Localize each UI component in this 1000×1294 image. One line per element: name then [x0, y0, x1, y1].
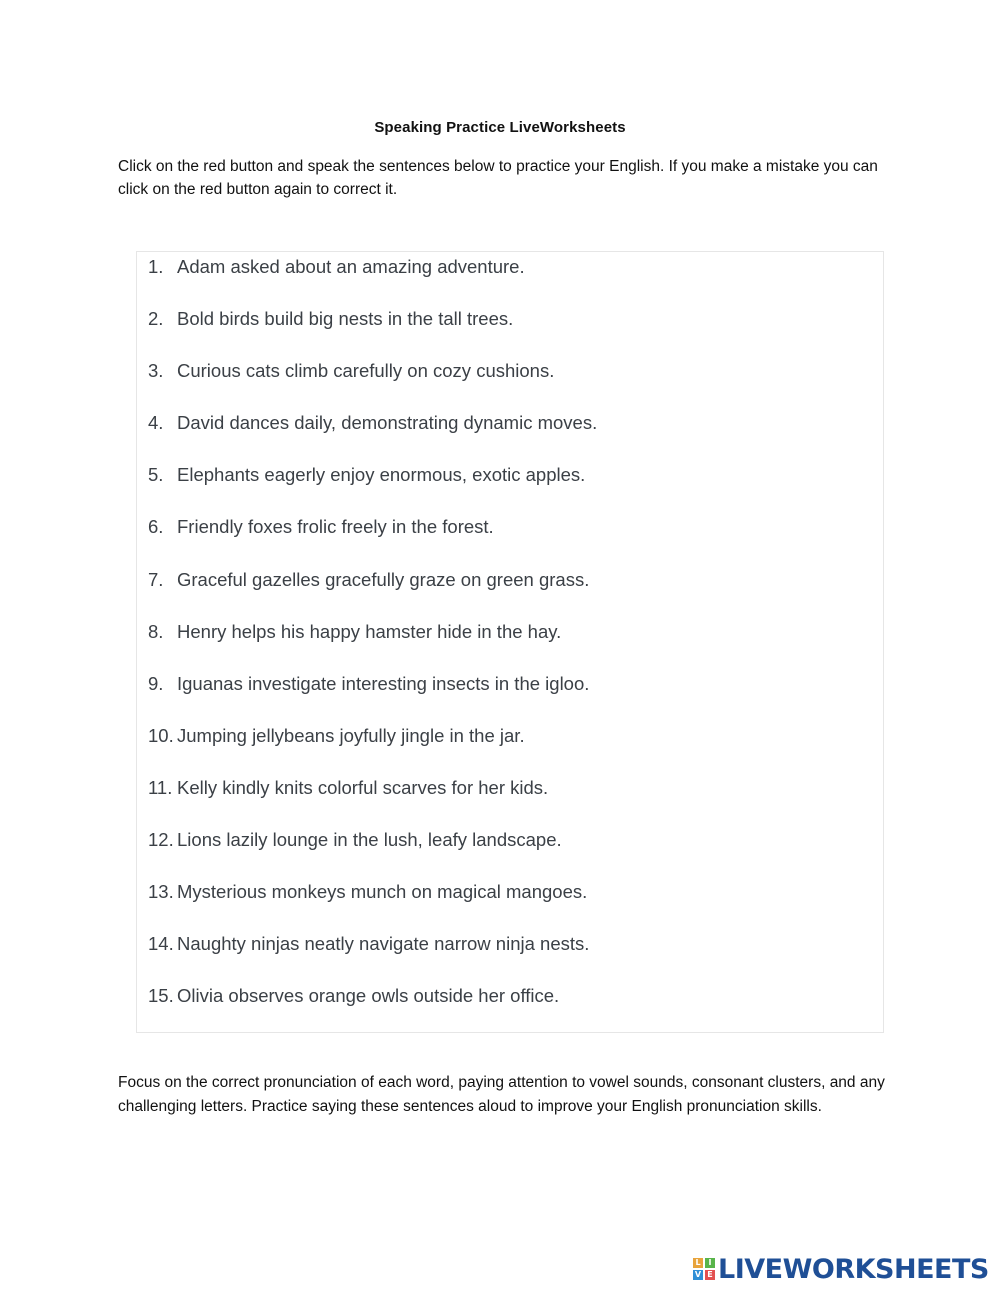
- list-item: [148, 723, 597, 775]
- item-sentence: Iguanas investigate interesting insects in the igloo.: [177, 672, 590, 694]
- list-item: [148, 671, 597, 723]
- item-number: 15.: [148, 985, 174, 1007]
- logo-mark-letter: I: [705, 1258, 715, 1268]
- sentence-list-box: [136, 251, 884, 1033]
- list-item: [148, 983, 597, 1035]
- item-number: 8.: [148, 620, 164, 642]
- item-number: 5.: [148, 464, 164, 486]
- item-sentence: Curious cats climb carefully on cozy cushions.: [177, 360, 555, 382]
- list-item: [148, 462, 597, 514]
- item-sentence: Olivia observes orange owls outside her office.: [177, 985, 560, 1007]
- focus-note-text: Focus on the correct pronunciation of each word, paying attention to vowel sounds, consonant clusters, and any challenging letters. Practice saying these sentences aloud to improve your English pronunciation skills.: [118, 1074, 885, 1115]
- list-item: [148, 514, 597, 566]
- item-number: 3.: [148, 360, 164, 382]
- item-sentence: Adam asked about an amazing adventure.: [177, 256, 525, 277]
- list-item: [148, 410, 597, 462]
- item-sentence: Graceful gazelles gracefully graze on green grass.: [177, 568, 590, 590]
- item-number: 14.: [148, 933, 174, 955]
- item-sentence: Kelly kindly knits colorful scarves for her kids.: [177, 776, 549, 798]
- item-sentence: Lions lazily lounge in the lush, leafy landscape.: [177, 829, 562, 851]
- item-number: 12.: [148, 829, 174, 851]
- item-number: 2.: [148, 308, 164, 330]
- item-number: 9.: [148, 672, 164, 694]
- item-number: 10.: [148, 724, 174, 746]
- item-number: 11.: [148, 776, 173, 798]
- item-sentence: Friendly foxes frolic freely in the forest.: [177, 516, 494, 538]
- page-title: Speaking Practice LiveWorksheets: [374, 119, 626, 136]
- sentence-list: [148, 254, 597, 1035]
- item-sentence: Mysterious monkeys munch on magical mangoes.: [177, 881, 588, 903]
- logo-mark-letter: V: [694, 1270, 702, 1279]
- logo-wordmark: LIVEWORKSHEETS: [718, 1253, 989, 1285]
- item-number: 4.: [148, 412, 164, 434]
- list-item: [148, 567, 597, 619]
- item-number: 13.: [148, 881, 174, 903]
- list-item: [148, 358, 597, 410]
- list-item: [148, 306, 597, 358]
- list-item: [148, 879, 597, 931]
- item-sentence: Elephants eagerly enjoy enormous, exotic apples.: [177, 464, 586, 486]
- liveworksheets-logo: [693, 1253, 989, 1285]
- list-item: [148, 254, 597, 306]
- item-sentence: Naughty ninjas neatly navigate narrow ninja nests.: [177, 933, 590, 955]
- item-sentence: Jumping jellybeans joyfully jingle in the jar.: [177, 724, 525, 746]
- list-item: [148, 827, 597, 879]
- item-number: 7.: [148, 568, 164, 590]
- item-sentence: Henry helps his happy hamster hide in the hay.: [177, 620, 562, 642]
- logo-mark-letter: L: [693, 1258, 703, 1268]
- logo-mark-icon: [693, 1258, 715, 1280]
- list-item: [148, 931, 597, 983]
- instructions-text: Click on the red button and speak the sentences below to practice your English. If you make a mistake you can click on the red button again to correct it.: [118, 158, 878, 198]
- logo-mark-letter: E: [705, 1270, 715, 1280]
- list-item: [148, 775, 597, 827]
- item-number: 1.: [148, 256, 164, 277]
- list-item: [148, 619, 597, 671]
- item-sentence: David dances daily, demonstrating dynamic moves.: [177, 412, 598, 434]
- item-sentence: Bold birds build big nests in the tall trees.: [177, 308, 514, 330]
- item-number: 6.: [148, 516, 164, 538]
